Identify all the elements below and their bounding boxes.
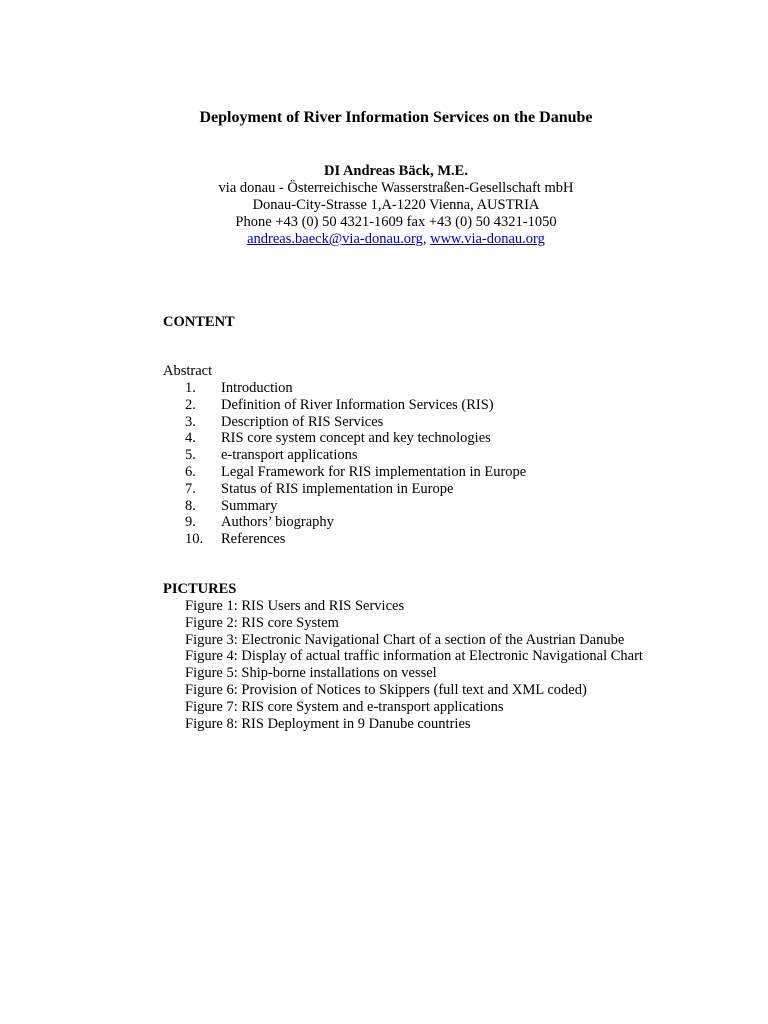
author-organization: via donau - Österreichische Wasserstraßen-Gesellschaft mbH [218, 180, 574, 196]
toc-number: 5. [185, 447, 196, 464]
link-separator: , [422, 231, 431, 247]
toc-text: e-transport applications [221, 447, 358, 464]
content-heading: CONTENT [163, 314, 235, 330]
toc-number: 9. [185, 514, 196, 531]
toc-text: Status of RIS implementation in Europe [221, 480, 454, 497]
author-address: Donau-City-Strasse 1,A-1220 Vienna, AUSTRIA [252, 197, 540, 213]
author-links [0, 231, 768, 248]
figure-item: Figure 8: RIS Deployment in 9 Danube countries [185, 715, 471, 732]
figure-item: Figure 6: Provision of Notices to Skippers (full text and XML coded) [185, 681, 587, 698]
figure-item: Figure 1: RIS Users and RIS Services [185, 598, 405, 614]
toc-number: 1. [185, 380, 196, 396]
toc-number: 10. [185, 531, 204, 548]
toc-number: 8. [185, 497, 196, 514]
toc-number: 7. [185, 480, 196, 497]
toc-number: 3. [185, 413, 196, 430]
figure-item: Figure 7: RIS core System and e-transport applications [185, 698, 504, 715]
email-link[interactable]: andreas.baeck@via-donau.org [247, 231, 423, 247]
abstract-entry: Abstract [163, 363, 213, 379]
toc-text: Introduction [221, 380, 293, 396]
author-name: DI Andreas Bäck, M.E. [324, 163, 468, 179]
figure-item: Figure 4: Display of actual traffic information at Electronic Navigational Chart [185, 648, 643, 665]
toc-text: References [221, 531, 286, 548]
author-phone: Phone +43 (0) 50 4321-1609 fax +43 (0) 50 4321-1050 [235, 214, 557, 230]
website-link[interactable]: www.via-donau.org [430, 231, 545, 247]
pictures-heading: PICTURES [163, 581, 237, 597]
figure-item: Figure 5: Ship-borne installations on vessel [185, 665, 437, 682]
figure-item: Figure 2: RIS core System [185, 614, 339, 631]
figure-item: Figure 3: Electronic Navigational Chart of a section of the Austrian Danube [185, 631, 625, 648]
toc-text: Summary [221, 497, 278, 514]
toc-number: 2. [185, 396, 196, 413]
toc-text: Legal Framework for RIS implementation in Europe [221, 463, 527, 480]
toc-text: Definition of River Information Services (RIS) [221, 396, 494, 413]
toc-text: Authors’ biography [221, 514, 334, 531]
toc-number: 4. [185, 430, 196, 447]
figure-list [185, 598, 643, 732]
author-block [0, 163, 768, 248]
document-title: Deployment of River Information Services on the Danube [199, 109, 593, 126]
toc-number: 6. [185, 463, 196, 480]
toc-text: RIS core system concept and key technologies [221, 430, 491, 447]
toc-text: Description of RIS Services [221, 413, 384, 430]
